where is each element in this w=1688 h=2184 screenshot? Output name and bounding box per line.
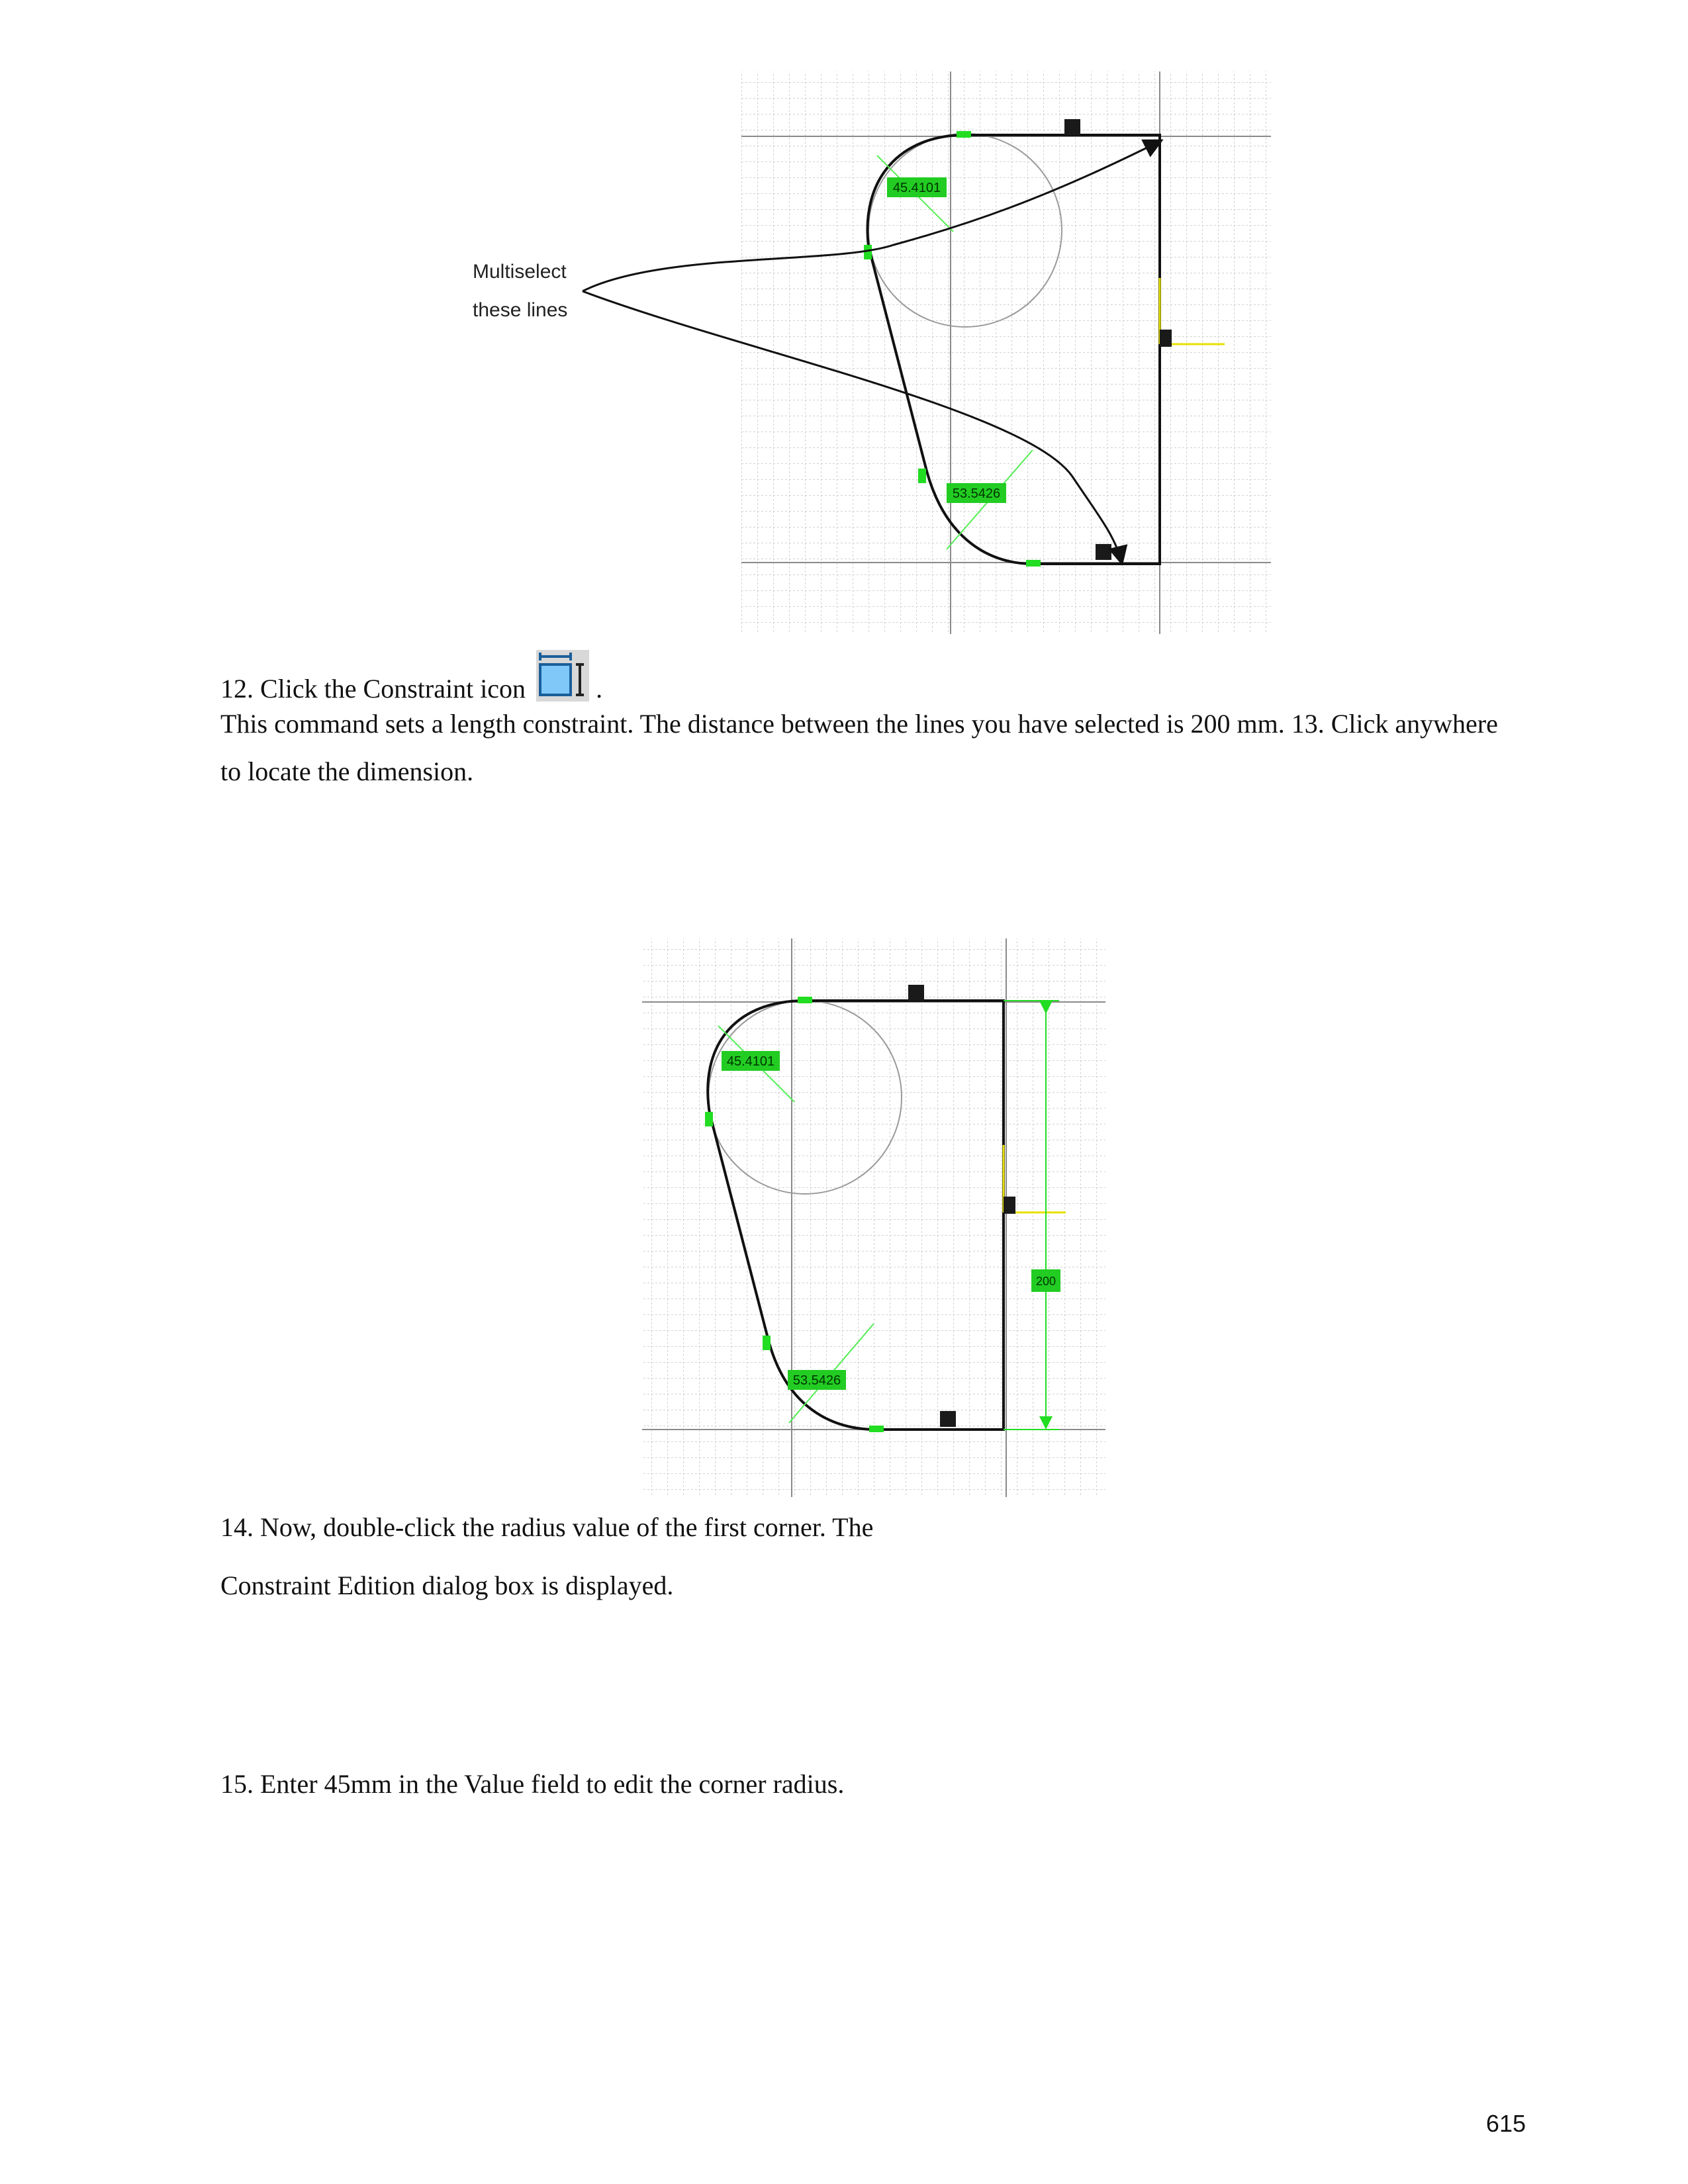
radius-label-1	[887, 177, 947, 197]
step-14-line-1: 14. Now, double-click the radius value of the first corner. The	[220, 1512, 874, 1542]
step-12-text: 12. Click the Constraint icon	[220, 674, 526, 704]
sketch-grid	[642, 938, 1105, 1497]
radius-label-2	[947, 483, 1006, 503]
svg-text:200: 200	[1035, 1275, 1056, 1288]
step-14-line-2: Constraint Edition dialog box is displayed.	[220, 1570, 674, 1600]
paragraph-length-constraint: This command sets a length constraint. The distance between the lines you have selected is 200 mm. 13. Click anywhere to locate the dimension.	[220, 709, 1498, 786]
radius-label-1	[722, 1051, 780, 1071]
svg-text:Multiselect: Multiselect	[473, 261, 567, 283]
step-12-period: .	[596, 674, 603, 704]
figure-sketch-multiselect	[463, 66, 1284, 635]
sketch-grid	[741, 71, 1271, 634]
step-15: 15. Enter 45mm in the Value field to edit the corner radius.	[220, 1769, 845, 1799]
page-number: 615	[1485, 2110, 1526, 2137]
svg-text:45.4101: 45.4101	[726, 1054, 775, 1069]
callout-text	[473, 261, 567, 321]
radius-label-2	[788, 1370, 846, 1390]
dimension-label	[1031, 1269, 1060, 1292]
svg-text:53.5426: 53.5426	[952, 486, 1001, 501]
figure-sketch-dimensioned	[635, 933, 1112, 1502]
svg-text:these lines: these lines	[473, 299, 568, 321]
svg-text:45.4101: 45.4101	[892, 181, 941, 195]
svg-text:53.5426: 53.5426	[792, 1373, 841, 1388]
